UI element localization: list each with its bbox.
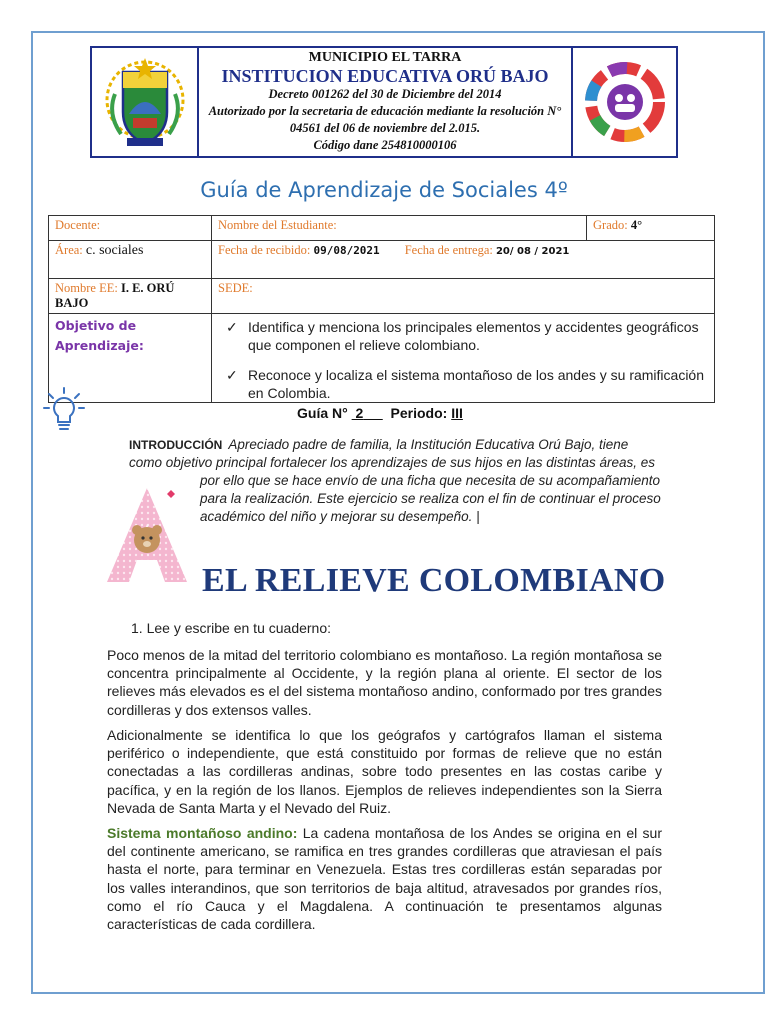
delivery-label: Fecha de entrega:	[404, 243, 493, 257]
intro-line-1: Apreciado padre de familia, la Institución Educativa Orú Bajo, tiene como objetivo principal fortalecer los aprendizajes de sus hijos en las distintas áreas, es	[129, 437, 656, 470]
teacher-label: Docente:	[55, 218, 101, 232]
site-label: SEDE:	[218, 281, 253, 295]
school-shield-icon	[92, 48, 199, 156]
municipality-name: MUNICIPIO EL TARRA	[308, 50, 462, 65]
lightbulb-icon	[43, 386, 85, 439]
objectives-cell	[212, 314, 715, 403]
student-name-label: Nombre del Estudiante:	[218, 218, 337, 232]
guide-number: 2	[355, 405, 364, 421]
decorative-letter-a-icon	[103, 486, 191, 591]
guide-title: Guía de Aprendizaje de Sociales 4º	[200, 178, 568, 202]
objective-item: ✓ Reconoce y localiza el sistema montañoso de los andes y su ramificación en Colombia.	[248, 366, 708, 402]
paragraph-3	[107, 824, 662, 933]
introduction	[129, 436, 662, 526]
grade-label: Grado:	[593, 218, 628, 232]
student-info-table	[48, 215, 715, 403]
header-text	[199, 48, 573, 156]
institution-name: INSTITUCION EDUCATIVA ORÚ BAJO	[221, 66, 549, 86]
andean-system-body: La cadena montañosa de los Andes se origina en el sur del continente americano, se ramifica en tres grandes cordilleras que atraviesan el país hasta el norte, para terminar en Venezuela. Estas tres cordilleras están separadas por los valles interandinos, que son territorios de baja altitud, atravesados por grandes ríos, como el río Cauca y el Magdalena. A continuación te presentamos algunas características de cada cordillera.	[107, 825, 663, 933]
andean-system-heading: Sistema montañoso andino:	[107, 825, 298, 841]
institution-header	[90, 46, 678, 158]
main-title: EL RELIEVE COLOMBIANO	[202, 562, 666, 599]
period-label: Periodo:	[390, 405, 448, 421]
guide-label: Guía N°	[297, 405, 348, 421]
grade-value: 4°	[630, 218, 643, 232]
received-label: Fecha de recibido:	[218, 243, 311, 257]
intro-line-2: por ello que se hace envío de una ficha que necesita de su acompañamiento para la realización. Este ejercicio se realiza con el fin de continuar el proceso académico del niño y mejorar su desempeño. |	[200, 473, 661, 524]
delivery-date: 20/ 08 / 2021	[495, 246, 570, 257]
area-cell	[49, 241, 212, 279]
area-value: c. sociales	[85, 243, 144, 258]
area-label: Área:	[55, 243, 83, 257]
decree-text: Decreto 001262 del 30 de Diciembre del 2014	[268, 87, 502, 101]
authorization-text-1: Autorizado por la secretaria de educación mediante la resolución N°	[208, 104, 562, 118]
paragraph-1: Poco menos de la mitad del territorio colombiano es montañoso. La región montañosa se concentra principalmente al Occidente, y la región plana al oriente. El sector de los relieves más elevados es el del sistema montañoso andino, conformado por tres grandes cordilleras y dos extensos valles.	[107, 647, 662, 718]
school-value: I. E. ORÚ BAJO	[55, 281, 175, 310]
guide-number-line	[297, 405, 463, 421]
dane-code: Código dane 254810000106	[313, 138, 457, 152]
dates-cell	[212, 241, 715, 279]
intro-heading: INTRODUCCIÓN	[129, 438, 223, 452]
school-cell	[49, 279, 212, 314]
objective-item: ✓ Identifica y menciona los principales elementos y accidentes geográficos que componen el relieve colombiano.	[248, 318, 708, 354]
authorization-text-2: 04561 del 06 de noviembre del 2.015.	[289, 121, 481, 135]
period-value: III	[451, 405, 463, 421]
grade-cell	[587, 216, 715, 241]
paragraph-2: Adicionalmente se identifica lo que los geógrafos y cartógrafos llaman el sistema periférico o independiente, que está constituido por formas de relieve que no están conectadas a las cordilleras andinas, sobre todo presentes en las costas caribe y pacífica, y en la región de los llanos. Ejemplos de relieves independientes son la Sierra Nevada de Santa Marta y el Nevado del Ruiz.	[107, 727, 662, 816]
objective-label: Objetivo de Aprendizaje:	[55, 318, 144, 353]
objectives-list	[218, 318, 708, 402]
teacher-cell	[49, 216, 212, 241]
site-cell	[212, 279, 715, 314]
education-circle-icon	[573, 48, 676, 156]
step-instruction: 1. Lee y escribe en tu cuaderno:	[131, 620, 332, 636]
received-date: 09/08/2021	[313, 244, 380, 257]
school-label: Nombre EE:	[55, 281, 118, 295]
student-name-cell	[212, 216, 587, 241]
